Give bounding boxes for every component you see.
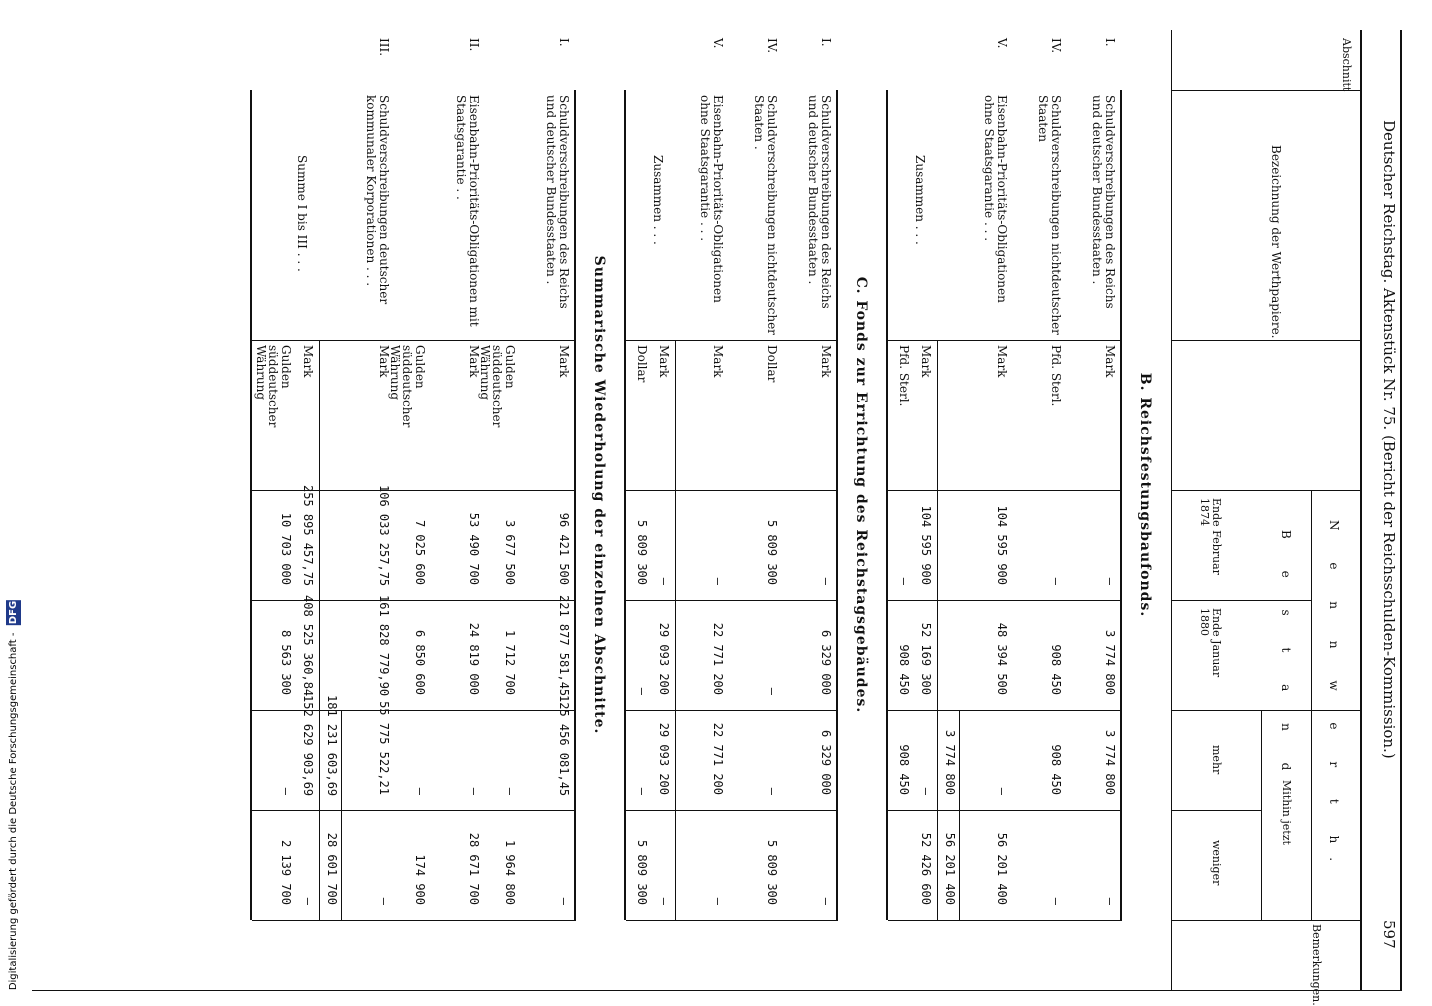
row-bezeichnung: Eisenbahn-Prioritäts-Obligationen ohne Staatsgarantie . . . (698, 95, 725, 303)
total-value-mehr: — (635, 787, 649, 795)
row-value-1880: 22 771 200 (711, 622, 725, 695)
row-value-weniger: — (711, 897, 725, 905)
row-value-1880: 161 828 779,90 (377, 595, 391, 697)
row-abschnitt: V. (711, 38, 725, 49)
total-value-1874: 104 595 900 (919, 505, 933, 585)
row-abschnitt: V. (995, 38, 1009, 49)
row-waehrung: Mark (819, 345, 833, 378)
row-value-1874: — (711, 577, 725, 585)
total-value-1880: 908 450 (897, 644, 911, 695)
row-value-1874: 106 033 257,75 (377, 485, 391, 587)
col-mithin-jetzt: Mithin jetzt (1280, 780, 1293, 845)
total-waehrung: Pfd. Sterl. (897, 345, 911, 407)
row-abschnitt: III. (377, 38, 391, 57)
section_summary-title: Summarische Wiederholung der einzelnen Abschnitte. (591, 255, 607, 735)
total-value-weniger: — (657, 897, 671, 905)
total-value-1880: 29 093 200 (657, 622, 671, 695)
row-value-1880: 6 329 000 (819, 629, 833, 695)
col-bezeichnung: Bezeichnung der Werthpapiere. (1269, 145, 1283, 339)
row-value-1880: 6 850 600 (413, 629, 427, 695)
total-value-mehr: 152 629 903,69 (301, 695, 315, 797)
row-value-weniger: — (819, 897, 833, 905)
total-value-1874: 5 809 300 (635, 519, 649, 585)
total-value-1874: 10 703 000 (279, 512, 293, 585)
row-value-1880: 908 450 (1049, 644, 1063, 695)
row-value-1880: 48 394 500 (995, 622, 1009, 695)
total-label: Zusammen . . . (913, 155, 927, 245)
row-abschnitt: II. (467, 38, 481, 52)
total-value-weniger: 5 809 300 (635, 839, 649, 905)
row-waehrung: Mark (711, 345, 725, 378)
row-waehrung: Gulden süddeutscher Währung (477, 345, 517, 428)
row-value-mehr: 22 771 200 (711, 722, 725, 795)
section_c-title: C. Fonds zur Errichtung des Reichstagsgebäudes. (853, 276, 869, 714)
row-value-weniger: 1 964 800 (503, 839, 517, 905)
row-value-mehr: 6 329 000 (819, 729, 833, 795)
total-waehrung: Gulden süddeutscher Währung (253, 345, 293, 428)
subtotal-mehr: 181 231 603,69 (325, 695, 339, 797)
row-value-1874: 96 421 500 (557, 512, 571, 585)
row-value-mehr: — (503, 787, 517, 795)
row-abschnitt: IV. (1049, 38, 1063, 54)
row-bezeichnung: Schuldverschreibungen des Reichs und deutscher Bundesstaaten . (1090, 95, 1117, 309)
total-waehrung: Mark (657, 345, 671, 378)
row-value-mehr: 55 775 522,21 (377, 701, 391, 795)
row-value-mehr: — (413, 787, 427, 795)
total-waehrung: Mark (919, 345, 933, 378)
row-value-1874: 104 595 900 (995, 505, 1009, 585)
row-abschnitt: I. (819, 38, 833, 47)
header-bottom-rule (1171, 30, 1172, 990)
row-value-weniger: 5 809 300 (765, 839, 779, 905)
row-abschnitt: I. (1103, 38, 1117, 47)
section_b-title: B. Reichsfestungsbaufonds. (1137, 372, 1153, 618)
header-rule (1360, 30, 1362, 990)
row-value-1874: 3 677 500 (503, 519, 517, 585)
row-value-mehr: — (467, 787, 481, 795)
subtotal-mehr: 3 774 800 (943, 729, 957, 795)
row-value-mehr: — (995, 787, 1009, 795)
row-value-mehr: — (765, 787, 779, 795)
col-nennwerth: N e n n w e r t h. (1327, 520, 1341, 876)
total-waehrung: Mark (301, 345, 315, 378)
dfg-logo: DFG (8, 600, 19, 625)
row-value-1880: — (765, 687, 779, 695)
total-value-1880: — (635, 687, 649, 695)
row-value-weniger: — (1049, 897, 1063, 905)
row-value-weniger: — (557, 897, 571, 905)
total-label: Summe I bis III . . . (295, 155, 309, 272)
row-value-1880: 3 774 800 (1103, 629, 1117, 695)
row-bezeichnung: Eisenbahn-Prioritäts-Obligationen ohne Staatsgarantie . . . (982, 95, 1009, 303)
row-waehrung: Mark (995, 345, 1009, 378)
credit-text: Digitalisierung gefördert durch die Deutsche Forschungsgemeinschaft - (8, 632, 19, 990)
row-abschnitt: IV. (765, 38, 779, 54)
col-ende-1874: Ende Februar 1874 (1198, 498, 1223, 575)
total-value-mehr: — (279, 787, 293, 795)
row-value-mehr: 3 774 800 (1103, 729, 1117, 795)
total-label: Zusammen . . . (651, 155, 665, 245)
row-waehrung: Dollar (765, 345, 779, 383)
total-value-mehr: 908 450 (897, 744, 911, 795)
row-waehrung: Mark (1103, 345, 1117, 378)
total-value-1880: 408 525 360,84 (301, 595, 315, 697)
row-value-weniger: — (1103, 897, 1117, 905)
row-value-weniger: — (377, 897, 391, 905)
col-mehr: mehr (1210, 745, 1223, 775)
col-bemerkungen: Bemerkungen. (1310, 924, 1323, 1006)
row-value-1880: 221 877 581,45 (557, 595, 571, 697)
dfg-credit (6, 600, 21, 990)
row-value-1880: 1 712 700 (503, 629, 517, 695)
row-bezeichnung: Eisenbahn-Prioritäts-Obligationen mit Staatsgarantie . . (454, 95, 481, 327)
row-value-1874: — (819, 577, 833, 585)
row-bezeichnung: Schuldverschreibungen nichtdeutscher Staaten (1036, 95, 1063, 335)
row-waehrung: Pfd. Sterl. (1049, 345, 1063, 407)
col-abschnitt: Abschnitt (1340, 38, 1353, 92)
row-value-1880: 24 819 000 (467, 622, 481, 695)
row-value-1874: 53 490 700 (467, 512, 481, 585)
total-value-1874: — (657, 577, 671, 585)
total-value-1874: 255 895 457,75 (301, 485, 315, 587)
row-value-mehr: 125 456 081,45 (557, 695, 571, 797)
total-value-weniger: 52 426 600 (919, 832, 933, 905)
total-value-mehr: — (919, 787, 933, 795)
total-value-1880: 52 169 300 (919, 622, 933, 695)
page-header-title: Deutscher Reichstag. Aktenstück Nr. 75. (Bericht der Reichsschulden-Kommission.) (1380, 120, 1398, 759)
row-waehrung: Mark (377, 345, 391, 378)
row-value-1874: — (1103, 577, 1117, 585)
row-value-1874: — (1049, 577, 1063, 585)
col-bestand: B e s t a n d (1279, 530, 1293, 785)
row-bezeichnung: Schuldverschreibungen nichtdeutscher Staaten . (752, 95, 779, 335)
col-weniger: weniger (1210, 840, 1223, 886)
subtotal-weniger: 28 601 700 (325, 832, 339, 905)
row-value-weniger: 28 671 700 (467, 832, 481, 905)
row-value-weniger: 174 900 (413, 854, 427, 905)
total-value-mehr: 29 093 200 (657, 722, 671, 795)
row-waehrung: Mark (467, 345, 481, 378)
subtotal-weniger: 56 201 400 (943, 832, 957, 905)
total-value-1874: — (897, 577, 911, 585)
row-value-mehr: 908 450 (1049, 744, 1063, 795)
row-value-weniger: 56 201 400 (995, 832, 1009, 905)
page-number: 597 (1380, 920, 1398, 949)
row-bezeichnung: Schuldverschreibungen deutscher kommunaler Korporationen . . . (364, 95, 391, 305)
total-value-weniger: 2 139 700 (279, 839, 293, 905)
row-abschnitt: I. (557, 38, 571, 47)
row-value-1874: 7 025 600 (413, 519, 427, 585)
total-value-1880: 8 563 300 (279, 629, 293, 695)
row-waehrung: Mark (557, 345, 571, 378)
row-bezeichnung: Schuldverschreibungen des Reichs und deutscher Bundesstaaten . (544, 95, 571, 309)
row-bezeichnung: Schuldverschreibungen des Reichs und deutscher Bundesstaaten . (806, 95, 833, 309)
total-value-weniger: — (301, 897, 315, 905)
row-waehrung: Gulden süddeutscher Währung (387, 345, 427, 428)
row-value-1874: 5 809 300 (765, 519, 779, 585)
col-ende-1880: Ende Januar 1880 (1198, 608, 1223, 678)
total-waehrung: Dollar (635, 345, 649, 383)
top-rule (1400, 30, 1402, 990)
